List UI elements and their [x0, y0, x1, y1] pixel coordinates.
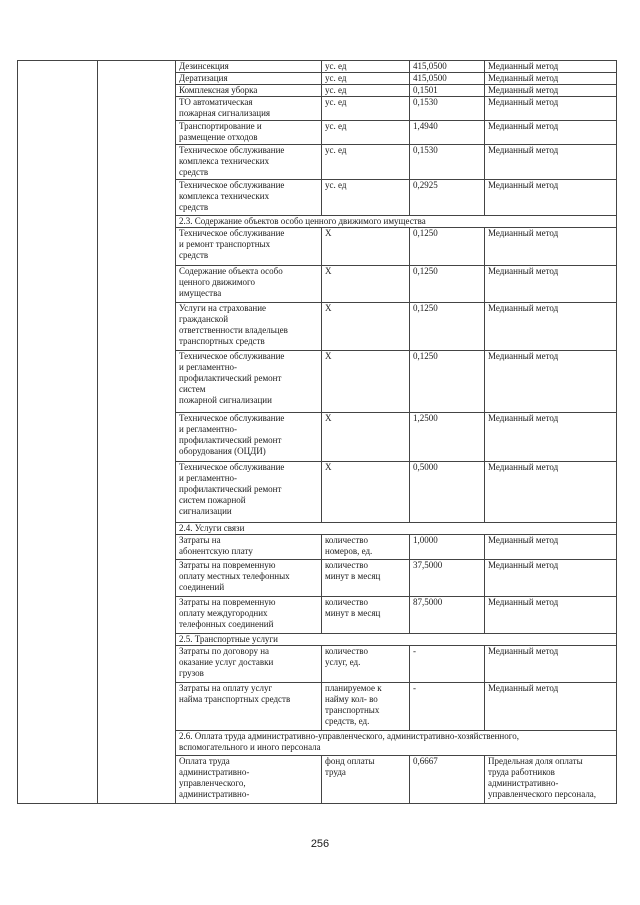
cost-name-cell: Затраты на абонентскую плату — [176, 535, 322, 560]
cost-name-cell: Техническое обслуживание и регламентно- профилактический ремонт систем пожарной сигнализации — [176, 351, 322, 413]
unit-cell: количество номеров, ед. — [322, 535, 410, 560]
cost-name-cell: Затраты по договору на оказание услуг доставки грузов — [176, 646, 322, 683]
method-cell: Медианный метод — [485, 85, 617, 97]
method-cell: Медианный метод — [485, 351, 617, 413]
unit-cell: Х — [322, 351, 410, 413]
method-cell: Медианный метод — [485, 145, 617, 180]
cost-name-cell: Затраты на повременную оплату местных телефонных соединений — [176, 560, 322, 597]
norm-value-cell: 415,0500 — [410, 73, 485, 85]
cost-norms-table — [17, 60, 617, 804]
method-cell: Медианный метод — [485, 683, 617, 731]
norm-value-cell: 0,1501 — [410, 85, 485, 97]
method-cell: Предельная доля оплаты труда работников административно- управленческого персонала, — [485, 756, 617, 804]
method-cell: Медианный метод — [485, 535, 617, 560]
norm-value-cell: 0,6667 — [410, 756, 485, 804]
cost-name-cell: Затраты на оплату услуг найма транспортных средств — [176, 683, 322, 731]
norm-value-cell: 0,2925 — [410, 180, 485, 216]
cost-name-cell: Техническое обслуживание и ремонт транспортных средств — [176, 228, 322, 266]
norm-value-cell: 415,0500 — [410, 61, 485, 73]
unit-cell: количество минут в месяц — [322, 597, 410, 634]
norm-value-cell: 0,5000 — [410, 462, 485, 523]
section-heading: 2.6. Оплата труда административно-управленческого, административно-хозяйственного, вспомогательного и иного персонала — [176, 731, 617, 756]
unit-cell: фонд оплаты труда — [322, 756, 410, 804]
norm-value-cell: 0,1250 — [410, 351, 485, 413]
cost-name-cell: Дератизация — [176, 73, 322, 85]
norm-value-cell: 0,1250 — [410, 303, 485, 351]
norm-value-cell: 0,1530 — [410, 145, 485, 180]
section-heading: 2.3. Содержание объектов особо ценного движимого имущества — [176, 216, 617, 228]
method-cell: Медианный метод — [485, 413, 617, 462]
method-cell: Медианный метод — [485, 560, 617, 597]
unit-cell: Х — [322, 228, 410, 266]
unit-cell: ус. ед — [322, 73, 410, 85]
table-body — [18, 61, 617, 804]
cost-name-cell: Услуги на страхование гражданской ответственности владельцев транспортных средств — [176, 303, 322, 351]
cost-name-cell: Техническое обслуживание комплекса технических средств — [176, 180, 322, 216]
cost-name-cell: Техническое обслуживание и регламентно- профилактический ремонт оборудования (ОЦДИ) — [176, 413, 322, 462]
page-number: 256 — [310, 838, 330, 850]
unit-cell: ус. ед — [322, 97, 410, 121]
unit-cell: Х — [322, 303, 410, 351]
unit-cell: ус. ед — [322, 61, 410, 73]
norm-value-cell: 0,1530 — [410, 97, 485, 121]
norm-value-cell: 87,5000 — [410, 597, 485, 634]
norm-value-cell: - — [410, 683, 485, 731]
cost-name-cell: Комплексная уборка — [176, 85, 322, 97]
method-cell: Медианный метод — [485, 61, 617, 73]
norm-value-cell: 1,0000 — [410, 535, 485, 560]
cost-name-cell: Оплата труда административно- управленческого, административно- — [176, 756, 322, 804]
norm-value-cell: 0,1250 — [410, 266, 485, 303]
section-heading: 2.5. Транспортные услуги — [176, 634, 617, 646]
norm-value-cell: 1,4940 — [410, 121, 485, 145]
cost-name-cell: Техническое обслуживание комплекса технических средств — [176, 145, 322, 180]
unit-cell: ус. ед — [322, 121, 410, 145]
method-cell: Медианный метод — [485, 462, 617, 523]
norm-value-cell: 37,5000 — [410, 560, 485, 597]
method-cell: Медианный метод — [485, 646, 617, 683]
unit-cell: ус. ед — [322, 145, 410, 180]
norm-value-cell: 0,1250 — [410, 228, 485, 266]
cost-name-cell: ТО автоматическая пожарная сигнализация — [176, 97, 322, 121]
cost-name-cell: Затраты на повременную оплату междугородних телефонных соединений — [176, 597, 322, 634]
cost-name-cell: Содержание объекта особо ценного движимого имущества — [176, 266, 322, 303]
section-heading: 2.4. Услуги связи — [176, 523, 617, 535]
method-cell: Медианный метод — [485, 597, 617, 634]
unit-cell: Х — [322, 413, 410, 462]
method-cell: Медианный метод — [485, 228, 617, 266]
method-cell: Медианный метод — [485, 180, 617, 216]
unit-cell: количество услуг, ед. — [322, 646, 410, 683]
unit-cell: Х — [322, 266, 410, 303]
cost-name-cell: Транспортирование и размещение отходов — [176, 121, 322, 145]
empty-column-2 — [98, 61, 176, 804]
method-cell: Медианный метод — [485, 303, 617, 351]
empty-column-1 — [18, 61, 98, 804]
cost-name-cell: Техническое обслуживание и регламентно- профилактический ремонт систем пожарной сигнализации — [176, 462, 322, 523]
cost-name-cell: Дезинсекция — [176, 61, 322, 73]
method-cell: Медианный метод — [485, 121, 617, 145]
method-cell: Медианный метод — [485, 97, 617, 121]
norm-value-cell: - — [410, 646, 485, 683]
table-row — [18, 61, 617, 73]
method-cell: Медианный метод — [485, 73, 617, 85]
norm-value-cell: 1,2500 — [410, 413, 485, 462]
unit-cell: ус. ед — [322, 180, 410, 216]
unit-cell: ус. ед — [322, 85, 410, 97]
unit-cell: количество минут в месяц — [322, 560, 410, 597]
method-cell: Медианный метод — [485, 266, 617, 303]
unit-cell: Х — [322, 462, 410, 523]
unit-cell: планируемое к найму кол- во транспортных средств, ед. — [322, 683, 410, 731]
